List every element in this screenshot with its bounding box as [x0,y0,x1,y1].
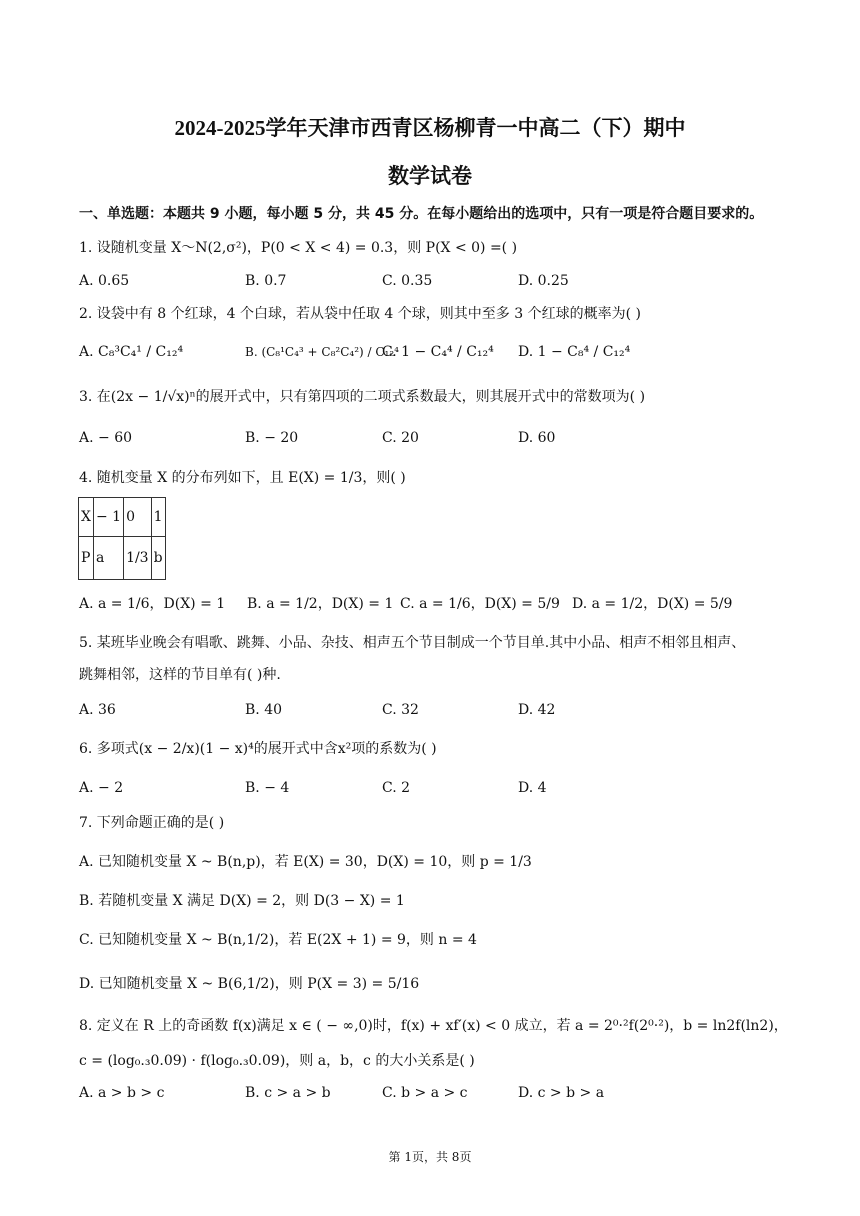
q1-option-b: B. 0.7 [245,273,287,289]
distribution-table [78,497,166,580]
q8-option-b: B. c > a > b [245,1085,331,1101]
table-cell: − 1 [93,498,123,537]
q3-option-a: A. − 60 [79,430,133,446]
q8-option-d: D. c > b > a [518,1085,605,1101]
section-heading: 一、单选题：本题共 9 小题，每小题 5 分，共 45 分。在每小题给出的选项中，只有一项是符合题目要求的。 [79,206,764,222]
q5-option-b: B. 40 [245,702,283,718]
q1-option-a: A. 0.65 [79,273,130,289]
q7-option-c: C. 已知随机变量 X ~ B(n,1/2)，若 E(2X + 1) = 9，则 n = 4 [79,932,477,948]
q3-option-b: B. − 20 [245,430,299,446]
q5-option-a: A. 36 [79,702,116,718]
q8-option-c: C. b > a > c [382,1085,468,1101]
question-8-stem: 8. 定义在 R 上的奇函数 f(x)满足 x ∈ ( − ∞,0)时，f(x) + xf′(x) < 0 成立，若 a = 2⁰·²f(2⁰·²)，b = ln2f(ln2)， [79,1018,788,1034]
q6-option-d: D. 4 [518,780,547,796]
table-cell: 0 [124,498,152,537]
q8-option-a: A. a > b > c [79,1085,165,1101]
q7-option-d: D. 已知随机变量 X ~ B(6,1/2)，则 P(X = 3) = 5/16 [79,976,420,992]
q6-option-b: B. − 4 [245,780,290,796]
page-footer: 第 1页，共 8页 [388,1150,472,1164]
question-8-stem-cont: c = (log₀.₃0.09) · f(log₀.₃0.09)，则 a，b，c 的大小关系是( ) [79,1053,475,1069]
q1-option-c: C. 0.35 [382,273,433,289]
question-1-stem: 1. 设随机变量 X～N(2,σ²)，P(0 < X < 4) = 0.3，则 P(X < 0) =( ) [79,240,518,256]
q2-option-a: A. C₈³C₄¹ / C₁₂⁴ [79,344,184,360]
q4-option-b: B. a = 1/2，D(X) = 1 [247,596,394,612]
q2-option-b: B. (C₈¹C₄³ + C₈²C₄²) / C₁₂⁴ [245,345,399,359]
question-3-stem: 3. 在(2x − 1/√x)ⁿ的展开式中，只有第四项的二项式系数最大，则其展开式中的常数项为( ) [79,389,646,405]
table-cell: a [93,537,123,580]
table-cell: P [79,537,94,580]
exam-subtitle: 数学试卷 [388,164,472,188]
q4-option-d: D. a = 1/2，D(X) = 5/9 [572,596,733,612]
q6-option-a: A. − 2 [79,780,124,796]
question-4-stem: 4. 随机变量 X 的分布列如下，且 E(X) = 1/3，则( ) [79,470,406,486]
exam-title: 2024-2025学年天津市西青区杨柳青一中高二（下）期中 [174,116,686,140]
question-2-stem: 2. 设袋中有 8 个红球，4 个白球，若从袋中任取 4 个球，则其中至多 3 个红球的概率为( ) [79,306,641,322]
question-5-stem: 5. 某班毕业晚会有唱歌、跳舞、小品、杂技、相声五个节目制成一个节目单.其中小品、相声不相邻且相声、 [79,635,746,651]
q1-option-d: D. 0.25 [518,273,569,289]
table-cell: 1/3 [124,537,152,580]
q5-option-c: C. 32 [382,702,419,718]
q2-option-c: C. 1 − C₄⁴ / C₁₂⁴ [382,344,494,360]
table-cell: b [151,537,165,580]
q3-option-c: C. 20 [382,430,419,446]
q5-option-d: D. 42 [518,702,556,718]
q4-option-c: C. a = 1/6，D(X) = 5/9 [400,596,560,612]
q3-option-d: D. 60 [518,430,556,446]
q6-option-c: C. 2 [382,780,411,796]
q7-option-b: B. 若随机变量 X 满足 D(X) = 2，则 D(3 − X) = 1 [79,893,405,909]
q2-option-d: D. 1 − C₈⁴ / C₁₂⁴ [518,344,631,360]
question-7-stem: 7. 下列命题正确的是( ) [79,815,225,831]
question-6-stem: 6. 多项式(x − 2/x)(1 − x)⁴的展开式中含x²项的系数为( ) [79,741,437,757]
table-cell: X [79,498,94,537]
table-cell: 1 [151,498,165,537]
q4-option-a: A. a = 1/6，D(X) = 1 [79,596,226,612]
question-5-stem-cont: 跳舞相邻，这样的节目单有( )种. [79,667,281,683]
q7-option-a: A. 已知随机变量 X ~ B(n,p)，若 E(X) = 30，D(X) = 10，则 p = 1/3 [79,854,532,870]
